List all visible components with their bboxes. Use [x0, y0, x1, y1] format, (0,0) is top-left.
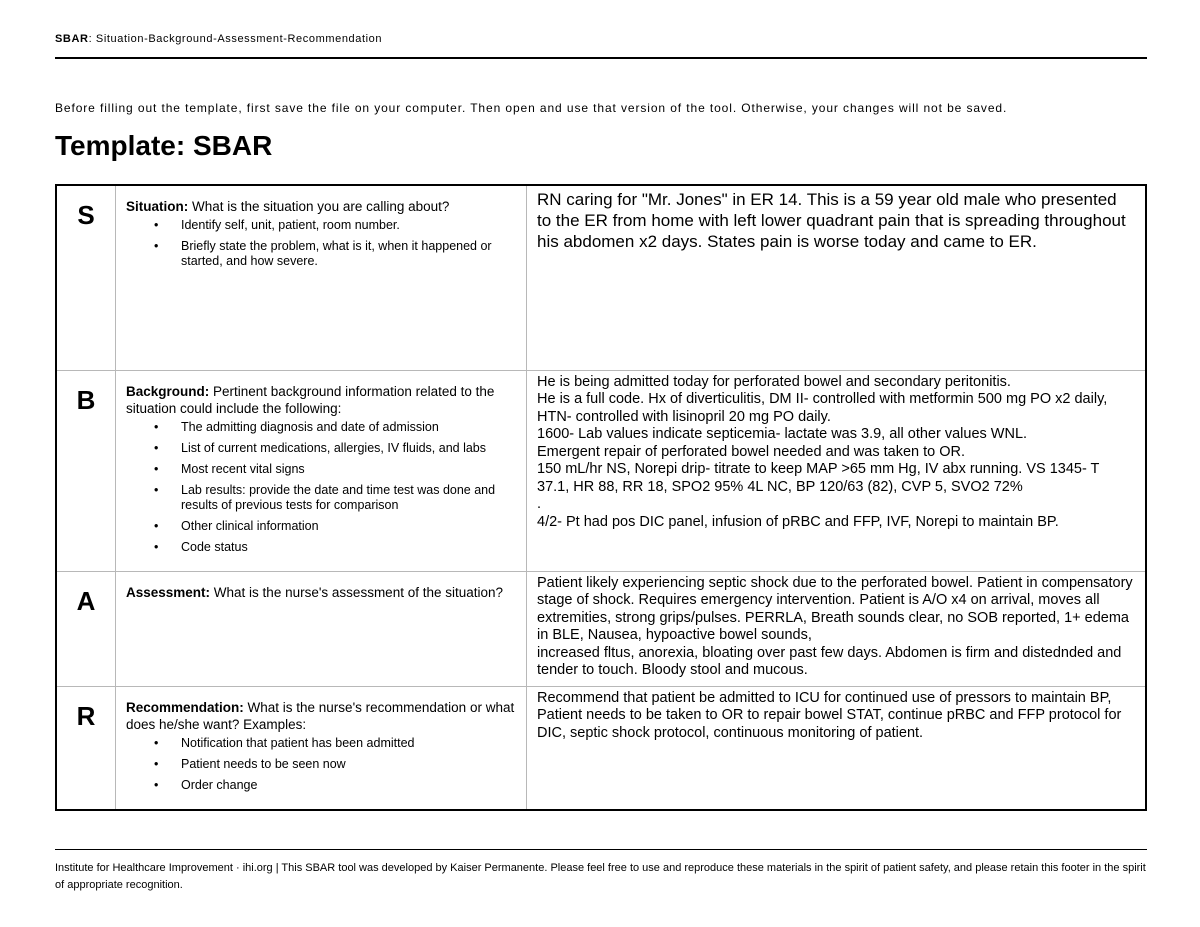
row-response-text[interactable] — [527, 186, 1145, 252]
bullet-text: Code status — [181, 539, 248, 554]
bullet-text: Most recent vital signs — [181, 461, 305, 476]
bullet-icon: • — [154, 239, 159, 253]
row-letter: B — [76, 384, 96, 415]
response-line: Patient likely experiencing septic shock due to the perforated bowel. Patient in compensatory stage of shock. Requires emergency intervention. Patient is A/O x4 on arrival, moves all extremities, strong grips/pulses. PERRLA, Breath sounds clear, no SOB reported, 1+ edema in BLE, Nausea, hypoactive bowel sounds, — [537, 574, 1133, 643]
bullet-icon: • — [154, 756, 159, 771]
sbar-row-assessment — [56, 571, 1146, 686]
bullet-icon: • — [154, 419, 159, 434]
prompt-bullet-list — [126, 218, 516, 269]
row-response-text[interactable] — [527, 687, 1145, 743]
prompt-bullet-item — [126, 441, 516, 456]
row-letter-cell — [56, 370, 116, 571]
row-response-cell[interactable] — [527, 571, 1147, 686]
sbar-table — [55, 184, 1147, 811]
response-line: . — [537, 496, 542, 512]
row-response-cell[interactable] — [527, 185, 1147, 370]
sbar-row-recommendation — [56, 686, 1146, 810]
prompt-bullet-list — [126, 736, 516, 793]
page-title: Template: SBAR — [55, 130, 273, 161]
prompt-text: Pertinent background information related to the situation could include the following: — [126, 383, 495, 416]
response-line: RN caring for "Mr. Jones" in ER 14. This is a 59 year old male who presented to the ER from home with left lower quadrant pain that is spreading throughout his abdomen x2 days. States pain is worse today and came to ER. — [537, 190, 1126, 251]
bullet-text: Identify self, unit, patient, room number. — [181, 218, 400, 232]
response-line: 4/2- Pt had pos DIC panel, infusion of pRBC and FFP, IVF, Norepi to maintain BP. — [537, 513, 1059, 530]
prompt-bullet-item — [126, 218, 516, 233]
header-label-rest: : Situation-Background-Assessment-Recommendation — [88, 33, 383, 45]
bullet-text: Patient needs to be seen now — [181, 756, 346, 771]
bullet-text: Order change — [181, 777, 258, 792]
bullet-icon: • — [154, 777, 159, 792]
response-line: 1600- Lab values indicate septicemia- lactate was 3.9, all other values WNL. — [537, 426, 1028, 442]
prompt-bullet-item — [126, 757, 516, 772]
response-line: increased fltus, anorexia, bloating over past few days. Abdomen is firm and distednded and tender to touch. Bloody stool and mucous. — [537, 644, 1122, 678]
response-line: Recommend that patient be admitted to ICU for continued use of pressors to maintain BP, Patient needs to be taken to OR to repair bowel STAT, continue pRBC and FFP protocol for DIC, septic shock protocol, continuous monitoring of patient. — [537, 689, 1122, 741]
row-prompt — [116, 371, 526, 555]
row-prompt-cell — [116, 571, 527, 686]
header-label-bold: SBAR — [55, 33, 89, 45]
bullet-text: Briefly state the problem, what is it, when it happened or started, and how severe. — [181, 239, 492, 268]
prompt-bullet-item — [126, 462, 516, 477]
row-letter: A — [76, 585, 96, 616]
row-letter: R — [76, 700, 96, 731]
prompt-bullet-item — [126, 736, 516, 751]
prompt-title: Background: — [126, 383, 210, 399]
prompt-bullet-list — [126, 420, 516, 555]
row-response-cell[interactable] — [527, 370, 1147, 571]
bullet-icon: • — [154, 218, 159, 232]
prompt-title: Recommendation: — [126, 699, 244, 715]
prompt-bullet-item — [126, 778, 516, 793]
bullet-text: The admitting diagnosis and date of admission — [181, 419, 439, 434]
bullet-icon: • — [154, 539, 159, 554]
row-letter: S — [77, 200, 95, 230]
row-prompt — [116, 186, 526, 269]
response-line: He is a full code. Hx of diverticulitis, DM II- controlled with metformin 500 mg PO x2 daily, HTN- controlled with lisinopril 20 mg PO daily. — [537, 391, 1108, 425]
row-prompt-cell — [116, 686, 527, 810]
row-letter-cell — [56, 571, 116, 686]
prompt-title: Assessment: — [126, 584, 211, 600]
prompt-text: What is the situation you are calling about? — [188, 199, 450, 214]
prompt-bullet-item — [126, 519, 516, 534]
row-response-text[interactable] — [527, 371, 1145, 532]
prompt-bullet-item — [126, 483, 516, 513]
bullet-icon: • — [154, 482, 159, 497]
response-line: 150 mL/hr NS, Norepi drip- titrate to keep MAP >65 mm Hg, IV abx running. VS 1345- T 37.1, HR 88, RR 18, SPO2 95% 4L NC, BP 120/63 (82), CVP 5, SVO2 72% — [537, 461, 1100, 495]
bullet-text: Notification that patient has been admitted — [181, 735, 415, 750]
header-divider — [55, 57, 1147, 59]
prompt-text: What is the nurse's assessment of the situation? — [210, 584, 504, 600]
row-prompt — [116, 687, 526, 793]
sbar-row-situation — [56, 185, 1146, 370]
row-letter-cell — [56, 185, 116, 370]
document-header — [55, 33, 382, 45]
bullet-icon: • — [154, 461, 159, 476]
row-prompt — [116, 572, 526, 601]
row-response-text[interactable] — [527, 572, 1145, 680]
bullet-text: Other clinical information — [181, 518, 319, 533]
footer-text: Institute for Healthcare Improvement · ihi.org | This SBAR tool was developed by Kaiser Permanente. Please feel free to use and reproduce these materials in the spirit of patient safety, and please retain this footer in the spirit of appropriate recognition. — [55, 862, 1146, 891]
bullet-icon: • — [154, 518, 159, 533]
prompt-bullet-item — [126, 239, 516, 269]
prompt-bullet-item — [126, 420, 516, 435]
row-response-cell[interactable] — [527, 686, 1147, 810]
intro-text: Before filling out the template, first save the file on your computer. Then open and use that version of the tool. Otherwise, your changes will not be saved. — [55, 101, 1008, 115]
bullet-text: Lab results: provide the date and time test was done and results of previous tests for comparison — [181, 482, 496, 512]
bullet-icon: • — [154, 735, 159, 750]
prompt-bullet-item — [126, 540, 516, 555]
row-prompt-cell — [116, 370, 527, 571]
bullet-icon: • — [154, 440, 159, 455]
prompt-text: What is the nurse's recommendation or what does he/she want? Examples: — [126, 699, 515, 732]
footer-divider — [55, 849, 1147, 850]
prompt-title: Situation: — [126, 199, 189, 214]
bullet-text: List of current medications, allergies, IV fluids, and labs — [181, 440, 487, 455]
sbar-row-background — [56, 370, 1146, 571]
row-letter-cell — [56, 686, 116, 810]
response-line: He is being admitted today for perforated bowel and secondary peritonitis. — [537, 373, 1011, 390]
response-line: Emergent repair of perforated bowel needed and was taken to OR. — [537, 443, 966, 460]
row-prompt-cell — [116, 185, 527, 370]
